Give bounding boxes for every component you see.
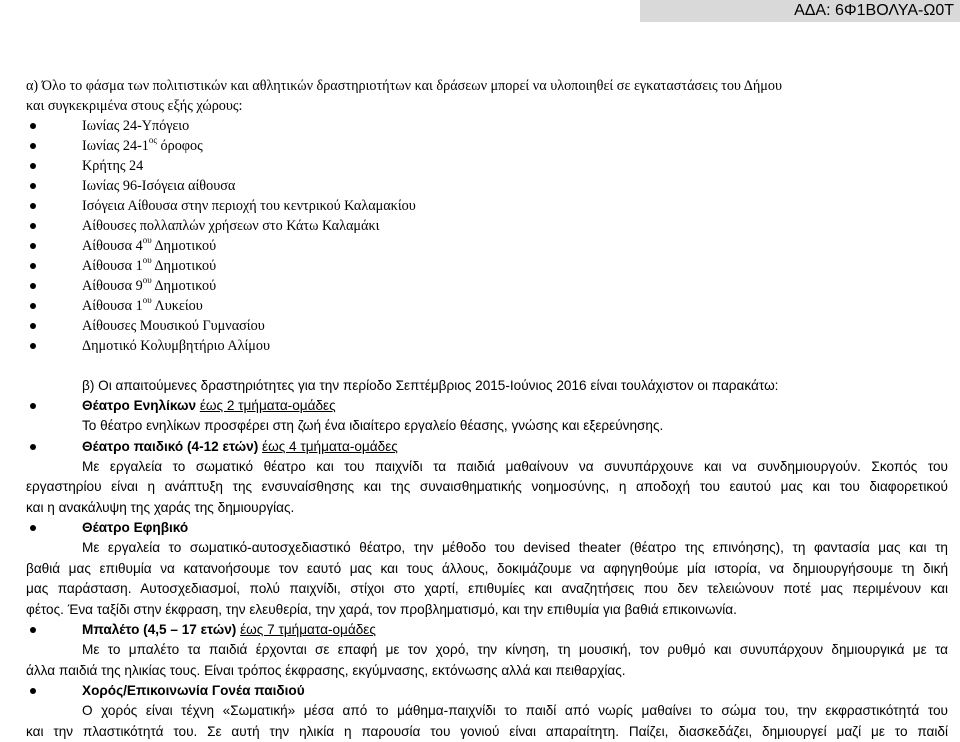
venue-item: Αίθουσα $1^{o\upsilon}$ Λυκείου [26, 296, 948, 316]
venue-item: Αίθουσα $9^{o\upsilon}$ Δημοτικού [26, 276, 948, 296]
activity-description: Το θέατρο ενηλίκων προσφέρει στη ζωή ένα ιδιαίτερο εργαλείο θέασης, γνώσης και εξερεύνησης. [26, 416, 948, 437]
venue-item: Ιωνίας 96-Ισόγεια αίθουσα [26, 176, 948, 196]
activity-heading [26, 396, 948, 416]
activity-heading [26, 620, 948, 640]
venue-item: Ιωνίας 24-Υπόγειο [26, 116, 948, 136]
venue-item: Κρήτης 24 [26, 156, 948, 176]
activity-groups: έως 7 τμήματα-ομάδες [240, 622, 376, 637]
activity-groups: έως 2 τμήματα-ομάδες [200, 398, 336, 413]
venue-item: Ιωνίας $24-1^{o\varsigma}$ όροφος [26, 136, 948, 156]
document-body [26, 76, 948, 742]
activity-title: Θέατρο Εφηβικό [82, 520, 188, 535]
activity-description: Με εργαλεία το σωματικό θέατρο και του παιχνίδι τα παιδιά μαθαίνουν να συνυπάρχουνε και να συνδημιουργούν. Σκοπός του [26, 457, 948, 478]
venue-list [26, 116, 948, 356]
activity-title: Μπαλέτο (4,5 – 17 ετών) [82, 622, 236, 637]
activity-heading [26, 681, 948, 701]
intro-line: α) Όλο το φάσμα των πολιτιστικών και αθλητικών δραστηριοτήτων και δράσεων μπορεί να υλοποιηθεί σε εγκαταστάσεις του Δήμου [26, 76, 948, 96]
document-code-header: ΑΔΑ: 6Φ1ΒΟΛΥΑ-Ω0Τ [640, 0, 960, 22]
activity-description: εργαστηρίου είναι η ανάπτυξη της ενσυναίσθησης και της συναισθηματικής νοημοσύνης, η αποδοχή του εαυτού μας και του διαφορετικού και η ανακάλυψη της χαράς της δημιουργίας. [26, 477, 948, 518]
activity-description: άλλα παιδιά της ηλικίας τους. Είναι τρόπος έκφρασης, εκγύμνασης, εκτόνωσης αλλά και πειθαρχίας. [26, 661, 948, 682]
activity-title: Θέατρο Ενηλίκων [82, 398, 196, 413]
activity-description: βαθιά μας επιθυμία να κατανοήσουμε τον εαυτό μας και τους άλλους, δοκιμάζουμε να αφηγηθούμε μία ιστορία, να δημιουργήσουμε τη δική μας παράσταση. Αυτοσχεδιασμοί, πολύ παιχνίδι, στίχοι στο χαρτί, επιθυμίες και αναζητήσεις που δεν τελειώνουν ποτέ μας περιμένουν και φέτος. Ένα ταξίδι στην έκφραση, την ελευθερία, την χαρά, τον προβληματισμό, και την επιθυμία για βαθιά επικοινωνία. [26, 559, 948, 621]
activity-description: Με το μπαλέτο τα παιδιά έρχονται σε επαφή με τον χορό, την κίνηση, τη μουσική, τον ρυθμό και συνυπάρχουν δημιουργικά με τα [26, 640, 948, 661]
section-b-intro: β) Οι απαιτούμενες δραστηριότητες για την περίοδο Σεπτέμβριος 2015-Ιούνιος 2016 είναι τουλάχιστον οι παρακάτω: [26, 376, 948, 396]
venue-item: Αίθουσα $1^{o\upsilon}$ Δημοτικού [26, 256, 948, 276]
activity-heading [26, 518, 948, 538]
venue-item: Αίθουσες πολλαπλών χρήσεων στο Κάτω Καλαμάκι [26, 216, 948, 236]
venue-item: Αίθουσα $4^{o\upsilon}$ Δημοτικού [26, 236, 948, 256]
activity-groups: έως 4 τμήματα-ομάδες [262, 439, 398, 454]
venue-item: Δημοτικό Κολυμβητήριο Αλίμου [26, 336, 948, 356]
activity-title: Χορός/Επικοινωνία Γονέα παιδιού [82, 683, 305, 698]
activity-description: Με εργαλεία το σωματικό-αυτοσχεδιαστικό θέατρο, την μέθοδο του devised theater (θέατρο της επινόησης), τη φαντασία μας και τη [26, 538, 948, 559]
activity-description: και την πλαστικότητά του. Σε αυτή την ηλικία η παρουσία του γονιού είναι απαραίτητη. Παίζει, διασκεδάζει, δημιουργεί μαζί με το παιδί [26, 722, 948, 742]
activity-description: Ο χορός είναι τέχνη «Σωματική» μέσα από το μάθημα-παιχνίδι το παιδί από νωρίς μαθαίνει το σώμα του, την εκφραστικότητά του [26, 701, 948, 722]
activity-heading [26, 437, 948, 457]
venue-item: Αίθουσες Μουσικού Γυμνασίου [26, 316, 948, 336]
venue-item: Ισόγεια Αίθουσα στην περιοχή του κεντρικού Καλαμακίου [26, 196, 948, 216]
intro-line: και συγκεκριμένα στους εξής χώρους: [26, 96, 948, 116]
activity-title: Θέατρο παιδικό (4-12 ετών) [82, 439, 258, 454]
